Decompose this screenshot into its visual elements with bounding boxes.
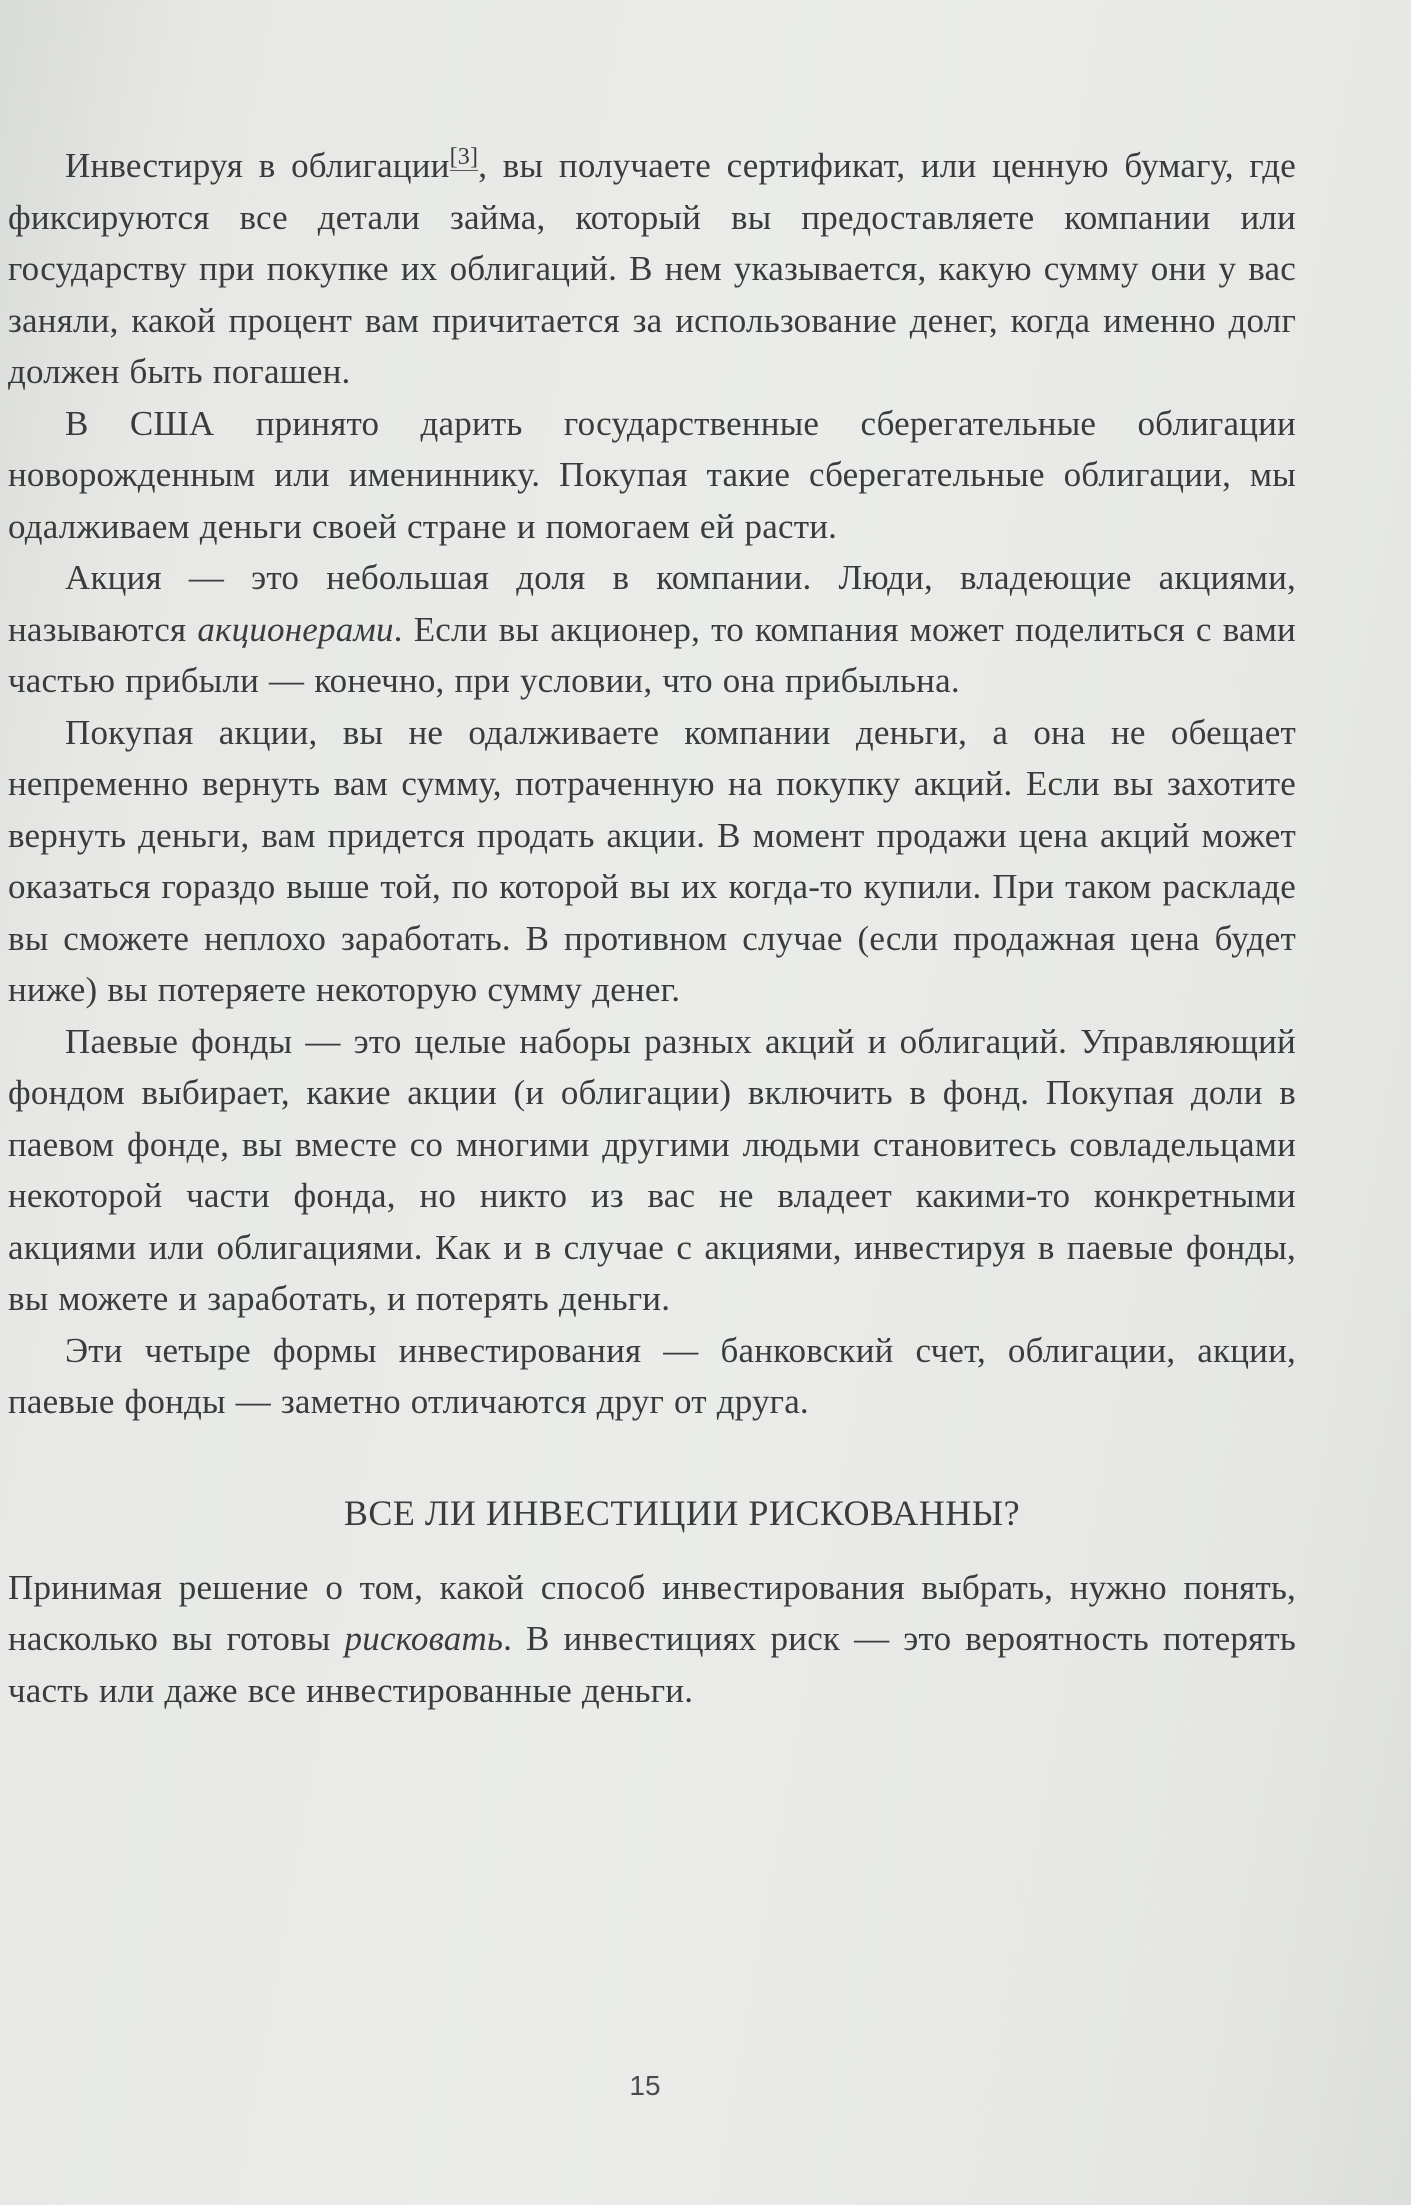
emphasized-term: рисковать: [344, 1619, 504, 1658]
paragraph-text: Акция — это небольшая доля в компании. Люди, владеющие акциями, называются: [8, 558, 1296, 649]
book-page: [8, 140, 1296, 1716]
paragraph-text: . Если вы акционер, то компания может поделиться с вами частью прибыли — конечно, при условии, что она прибыльна.: [8, 609, 1296, 700]
paragraph-buying-stocks: Покупая акции, вы не одалживаете компании деньги, а она не обещает непременно вернуть вам сумму, потраченную на покупку акций. Если вы захотите вернуть деньги, вам придется продать акции. В момент продажи цена акций может оказаться гораздо выше той, по которой вы их когда-то купили. При таком раскладе вы сможете неплохо заработать. В противном случае (если продажная цена будет ниже) вы потеряете некоторую сумму денег.: [8, 712, 1296, 1009]
paragraph-text: Принимая решение о том, какой способ инвестирования выбрать, нужно понять, насколько вы готовы: [8, 1567, 1296, 1658]
paragraph-investment-risk: [8, 1562, 1296, 1717]
paragraph-text: , вы получаете сертификат, или ценную бумагу, где фиксируются все детали займа, который вы предоставляете компании или государству при покупке их облигаций. В нем указывается, какую сумму они у вас заняли, какой процент вам причитается за использование денег, когда именно долг должен быть погашен.: [8, 146, 1296, 391]
page-number: 15: [629, 2070, 661, 2101]
paragraph-us-savings-bonds: В США принято дарить государственные сберегательные облигации новорожденным или имениннику. Покупая такие сберегательные облигации, мы одалживаем деньги своей стране и помогаем ей расти.: [8, 403, 1296, 546]
paragraph-mutual-funds: Паевые фонды — это целые наборы разных акций и облигаций. Управляющий фондом выбирает, какие акции (и облигации) включить в фонд. Покупая доли в паевом фонде, вы вместе со многими другими людьми становитесь совладельцами некоторой части фонда, но никто из вас не владеет какими-то конкретными акциями или облигациями. Как и в случае с акциями, инвестируя в паевые фонды, вы можете и заработать, и потерять деньги.: [8, 1021, 1296, 1318]
emphasized-term: акционерами: [197, 609, 394, 649]
section-heading: ВСЕ ЛИ ИНВЕСТИЦИИ РИСКОВАННЫ?: [343, 1492, 1021, 1533]
paragraph-text: . В инвестициях риск — это вероятность потерять часть или даже все инвестированные деньги.: [8, 1619, 1296, 1710]
paragraph-four-forms-summary: Эти четыре формы инвестирования — банковский счет, облигации, акции, паевые фонды — заметно отличаются друг от друга.: [8, 1330, 1296, 1421]
paragraph-text: Инвестируя в облигации: [65, 146, 450, 185]
paragraph-bonds-certificate: [8, 140, 1296, 398]
footnote-reference-link[interactable]: [3]: [449, 144, 479, 171]
paragraph-stock-definition: [8, 552, 1296, 707]
